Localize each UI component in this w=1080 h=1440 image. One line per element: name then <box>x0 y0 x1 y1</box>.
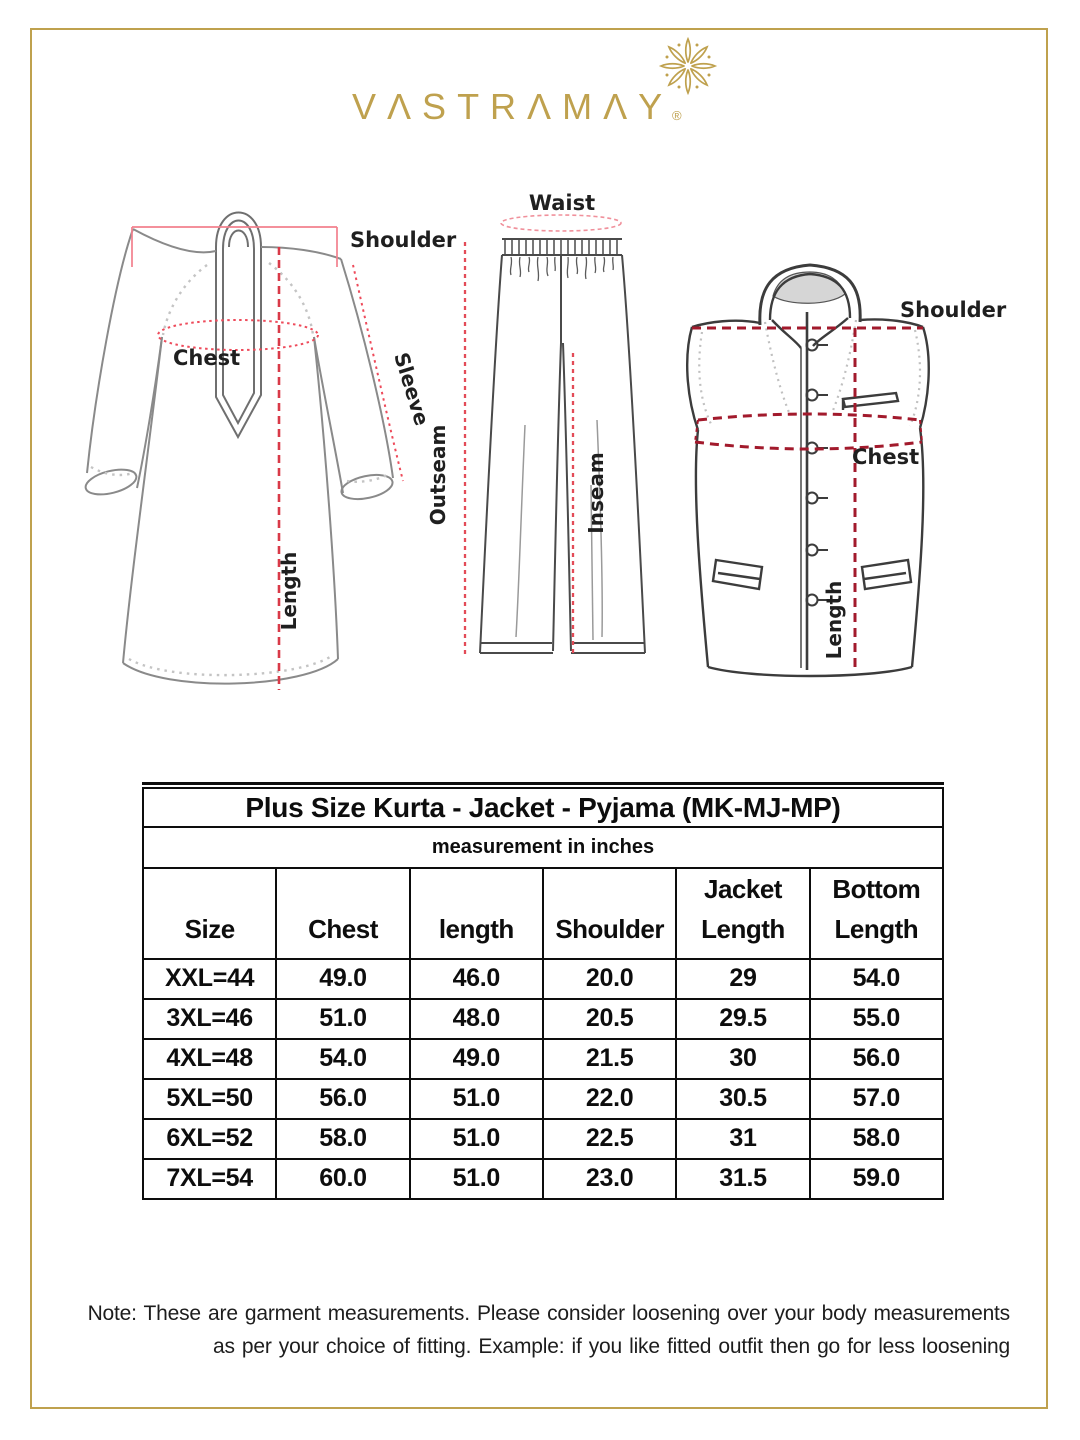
cell-length: 49.0 <box>410 1039 543 1079</box>
kurta-shoulder-label: Shoulder <box>350 228 457 252</box>
kurta-measurement-diagram <box>55 185 455 740</box>
cell-chest: 54.0 <box>276 1039 409 1079</box>
size-row-3xl <box>143 999 943 1039</box>
pyjama-inseam-label: Inseam <box>584 452 608 534</box>
size-row-6xl <box>143 1119 943 1159</box>
cell-jacket-length: 29.5 <box>676 999 809 1039</box>
col-header-chest: Chest <box>276 868 409 959</box>
brand-logo <box>352 82 732 152</box>
cell-bottom-length: 57.0 <box>810 1079 943 1119</box>
size-row-xxl <box>143 959 943 999</box>
cell-shoulder: 22.0 <box>543 1079 676 1119</box>
cell-size: 3XL=46 <box>143 999 276 1039</box>
cell-size: 5XL=50 <box>143 1079 276 1119</box>
kurta-sleeve-label: Sleeve <box>389 349 435 429</box>
kurta-chest-label: Chest <box>173 346 241 370</box>
cell-size: XXL=44 <box>143 959 276 999</box>
size-chart-top-rule <box>142 782 944 785</box>
col-header-shoulder: Shoulder <box>543 868 676 959</box>
cell-shoulder: 20.5 <box>543 999 676 1039</box>
brand-mandala-icon <box>658 36 718 96</box>
note-line-1: Note: These are garment measurements. Please consider loosening over your body measurements <box>87 1302 1010 1325</box>
col-header-bottom-length: Bottom Length <box>810 868 943 959</box>
cell-jacket-length: 30.5 <box>676 1079 809 1119</box>
cell-chest: 51.0 <box>276 999 409 1039</box>
col-header-jacket-length: Jacket Length <box>676 868 809 959</box>
cell-chest: 49.0 <box>276 959 409 999</box>
cell-bottom-length: 55.0 <box>810 999 943 1039</box>
cell-size: 4XL=48 <box>143 1039 276 1079</box>
cell-jacket-length: 29 <box>676 959 809 999</box>
cell-length: 48.0 <box>410 999 543 1039</box>
cell-shoulder: 22.5 <box>543 1119 676 1159</box>
cell-size: 7XL=54 <box>143 1159 276 1199</box>
cell-bottom-length: 54.0 <box>810 959 943 999</box>
size-chart-title: Plus Size Kurta - Jacket - Pyjama (MK-MJ-MP) <box>143 788 943 827</box>
size-chart-section <box>142 782 944 1200</box>
cell-size: 6XL=52 <box>143 1119 276 1159</box>
brand-wordmark: VΛSTRΛMΛY <box>352 86 674 127</box>
cell-chest: 56.0 <box>276 1079 409 1119</box>
size-chart-header-row <box>143 868 943 959</box>
cell-shoulder: 20.0 <box>543 959 676 999</box>
cell-length: 46.0 <box>410 959 543 999</box>
col-header-size: Size <box>143 868 276 959</box>
jacket-measurement-diagram <box>660 230 1020 730</box>
size-row-4xl <box>143 1039 943 1079</box>
pyjama-waist-label: Waist <box>528 191 596 215</box>
cell-chest: 60.0 <box>276 1159 409 1199</box>
cell-shoulder: 23.0 <box>543 1159 676 1199</box>
registered-trademark: ® <box>672 108 682 123</box>
jacket-length-label: Length <box>822 580 846 660</box>
cell-bottom-length: 56.0 <box>810 1039 943 1079</box>
size-chart-subtitle: measurement in inches <box>143 827 943 868</box>
size-chart-table <box>142 787 944 1200</box>
measurement-note <box>72 1297 1010 1363</box>
cell-bottom-length: 58.0 <box>810 1119 943 1159</box>
jacket-buttons <box>807 340 829 606</box>
col-header-length: length <box>410 868 543 959</box>
note-line-2: as per your choice of fitting. Example: if you like fitted outfit then go for less loosening <box>212 1335 1010 1358</box>
pyjama-outseam-label: Outseam <box>426 424 450 526</box>
kurta-length-label: Length <box>277 551 301 631</box>
cell-length: 51.0 <box>410 1119 543 1159</box>
jacket-shoulder-label: Shoulder <box>900 298 1007 322</box>
cell-jacket-length: 31 <box>676 1119 809 1159</box>
cell-chest: 58.0 <box>276 1119 409 1159</box>
cell-length: 51.0 <box>410 1159 543 1199</box>
cell-shoulder: 21.5 <box>543 1039 676 1079</box>
jacket-chest-label: Chest <box>852 445 920 469</box>
size-row-7xl <box>143 1159 943 1199</box>
kurta-annotation-lines <box>132 227 403 690</box>
cell-length: 51.0 <box>410 1079 543 1119</box>
size-row-5xl <box>143 1079 943 1119</box>
cell-jacket-length: 30 <box>676 1039 809 1079</box>
cell-bottom-length: 59.0 <box>810 1159 943 1199</box>
cell-jacket-length: 31.5 <box>676 1159 809 1199</box>
